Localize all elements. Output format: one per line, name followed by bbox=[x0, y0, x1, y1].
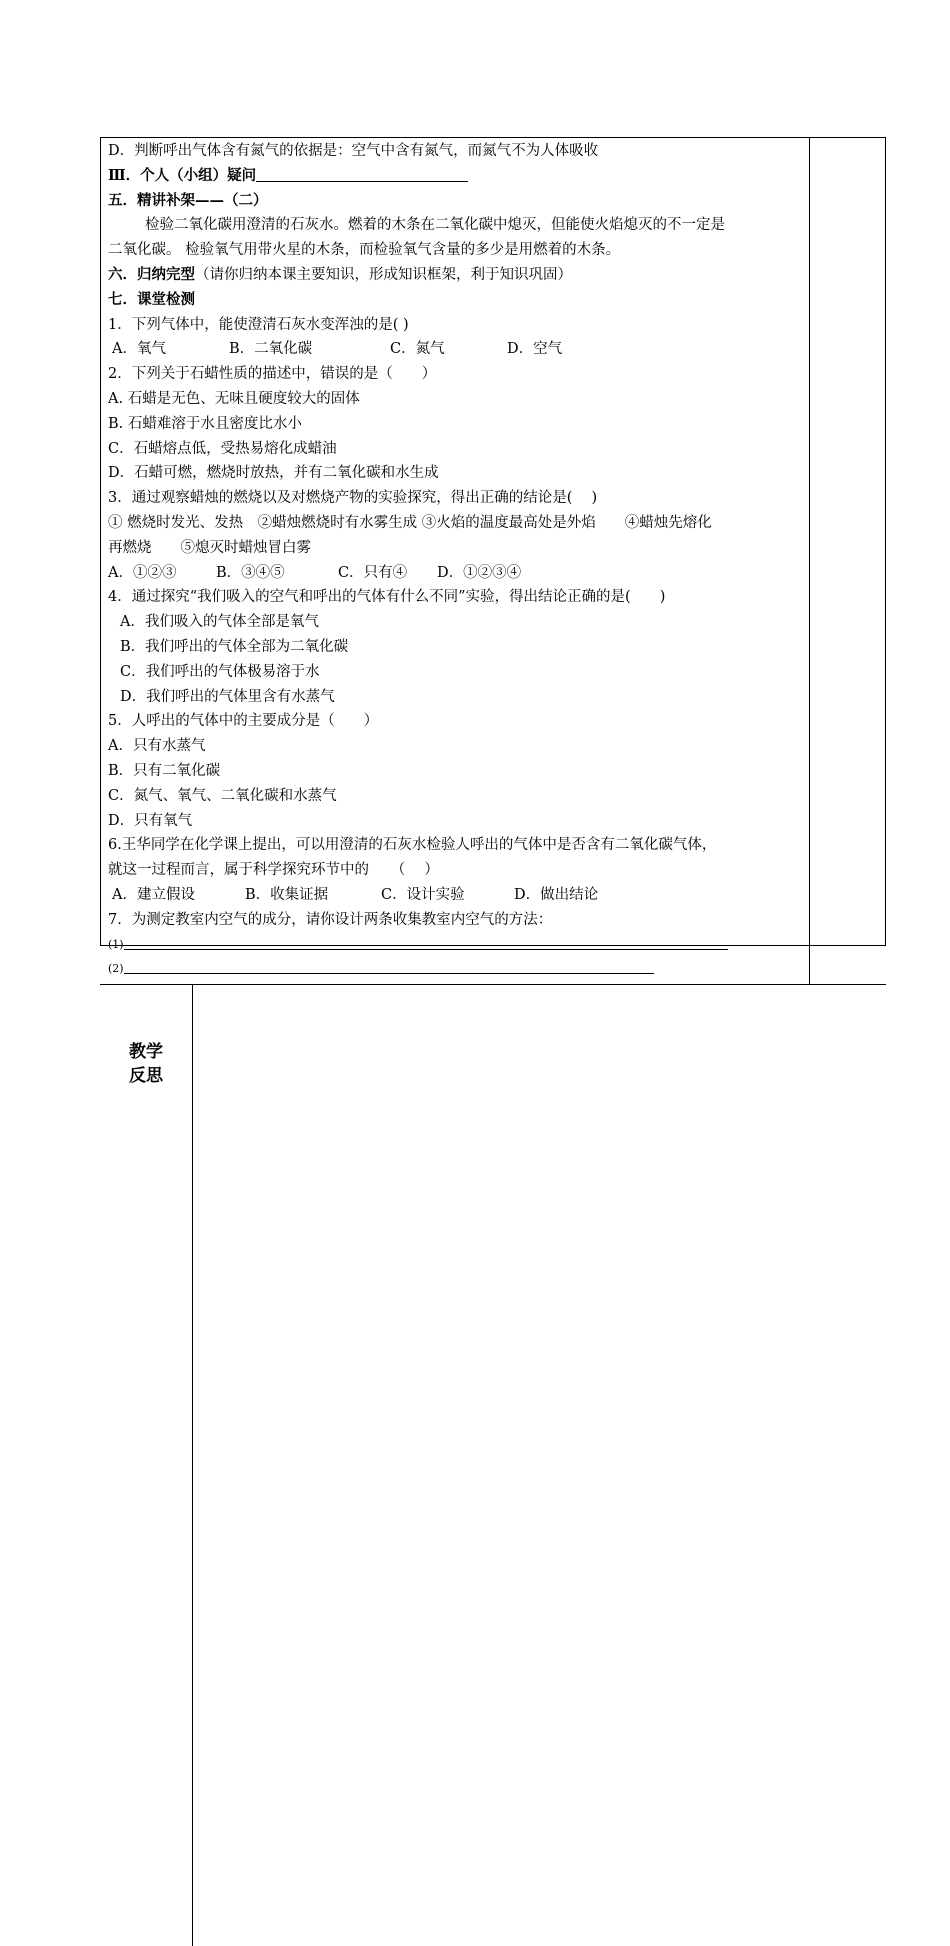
q5-option-b: B．只有二氧化碳 bbox=[108, 762, 221, 779]
q6-options bbox=[108, 883, 808, 908]
q1-option-a: A．氧气 bbox=[112, 341, 166, 358]
section-5-para-1: 检验二氧化碳用澄清的石灰水。燃着的木条在二氧化碳中熄灭，但能使火焰熄灭的不一定是 bbox=[145, 217, 725, 234]
q2-option-d: D．石蜡可燃，燃烧时放热，并有二氧化碳和水生成 bbox=[108, 465, 439, 482]
reflection-writing-area[interactable] bbox=[193, 985, 885, 1945]
q6-stem-1: 6.王华同学在化学课上提出，可以用澄清的石灰水检验人呼出的气体中是否含有二氧化碳气体， bbox=[108, 837, 717, 854]
section-3-heading bbox=[108, 164, 808, 189]
reflection-label-line-1: 教学 bbox=[129, 1042, 163, 1062]
q1-option-c: C．氮气 bbox=[390, 341, 445, 358]
q1-stem: 1．下列气体中，能使澄清石灰水变浑浊的是( ) bbox=[108, 316, 409, 333]
q7-answer-1-line bbox=[124, 949, 728, 950]
q1-option-b: B．二氧化碳 bbox=[229, 341, 313, 358]
q1-options bbox=[108, 337, 808, 362]
q3-stem: 3．通过观察蜡烛的燃烧以及对燃烧产物的实验探究，得出正确的结论是( ) bbox=[108, 490, 598, 507]
q4-option-a: A．我们吸入的气体全部是氧气 bbox=[120, 614, 319, 631]
q2-option-b: B. 石蜡难溶于水且密度比水小 bbox=[108, 415, 302, 432]
option-d-line: D．判断呼出气体含有氮气的依据是：空气中含有氮气，而氮气不为人体吸收 bbox=[108, 143, 599, 159]
q7-answer-2[interactable] bbox=[108, 957, 808, 981]
q3-option-d: D．①②③④ bbox=[437, 564, 522, 581]
right-column-divider bbox=[809, 137, 810, 985]
section-3-title: Ⅲ．个人（小组）疑问 bbox=[108, 166, 257, 184]
section-5-heading: 五．精讲补架——（二） bbox=[108, 191, 268, 209]
q5-stem: 5．人呼出的气体中的主要成分是（ ） bbox=[108, 713, 379, 730]
q1-option-d: D．空气 bbox=[507, 341, 563, 358]
q2-option-a: A. 石蜡是无色、无味且硬度较大的固体 bbox=[108, 390, 360, 407]
q6-option-d: D．做出结论 bbox=[514, 886, 599, 903]
q4-option-b: B．我们呼出的气体全部为二氧化碳 bbox=[120, 638, 349, 655]
q3-option-c: C．只有④ bbox=[338, 564, 408, 581]
q3-options bbox=[108, 561, 808, 586]
q7-answer-1[interactable] bbox=[108, 933, 808, 957]
q4-stem: 4．通过探究“我们吸入的空气和呼出的气体有什么不同”实验，得出结论正确的是( ) bbox=[108, 589, 666, 606]
worksheet-content bbox=[108, 139, 808, 981]
q6-option-a: A．建立假设 bbox=[112, 886, 195, 903]
q6-stem-2: 就这一过程而言，属于科学探究环节中的 （ ） bbox=[108, 862, 439, 879]
q5-option-d: D．只有氧气 bbox=[108, 812, 193, 829]
q2-stem: 2．下列关于石蜡性质的描述中，错误的是（ ） bbox=[108, 366, 437, 383]
q3-statements-1: ① 燃烧时发光、发热 ②蜡烛燃烧时有水雾生成 ③火焰的温度最高处是外焰 ④蜡烛先熔化 bbox=[108, 514, 712, 531]
q6-option-c: C．设计实验 bbox=[381, 886, 465, 903]
q7-answer-1-label: (1) bbox=[108, 937, 124, 951]
section-6-title: 六．归纳完型 bbox=[108, 265, 195, 283]
q7-stem: 7．为测定教室内空气的成分，请你设计两条收集教室内空气的方法： bbox=[108, 911, 553, 928]
q3-option-a: A．①②③ bbox=[108, 564, 177, 581]
q5-option-c: C．氮气、氧气、二氧化碳和水蒸气 bbox=[108, 787, 337, 804]
q6-option-b: B．收集证据 bbox=[245, 886, 329, 903]
q3-option-b: B．③④⑤ bbox=[216, 564, 285, 581]
q3-statements-2: 再燃烧 ⑤熄灭时蜡烛冒白雾 bbox=[108, 539, 311, 556]
reflection-label-line-2: 反思 bbox=[129, 1066, 163, 1086]
q5-option-a: A．只有水蒸气 bbox=[108, 738, 206, 755]
section-5-para-2: 二氧化碳。 检验氧气用带火星的木条，而检验氧气含量的多少是用燃着的木条。 bbox=[108, 242, 621, 259]
question-blank[interactable] bbox=[256, 165, 468, 182]
q7-answer-2-line bbox=[124, 973, 654, 974]
section-6-heading bbox=[108, 263, 808, 288]
section-6-note: （请你归纳本课主要知识，形成知识框架，利于知识巩固） bbox=[195, 266, 572, 283]
q4-option-c: C．我们呼出的气体极易溶于水 bbox=[120, 663, 320, 680]
teaching-reflection-label bbox=[100, 1040, 192, 1088]
q4-option-d: D．我们呼出的气体里含有水蒸气 bbox=[120, 688, 335, 705]
section-7-heading: 七．课堂检测 bbox=[108, 290, 195, 308]
q2-option-c: C．石蜡熔点低，受热易熔化成蜡油 bbox=[108, 440, 337, 457]
q7-answer-2-label: (2) bbox=[108, 961, 124, 975]
